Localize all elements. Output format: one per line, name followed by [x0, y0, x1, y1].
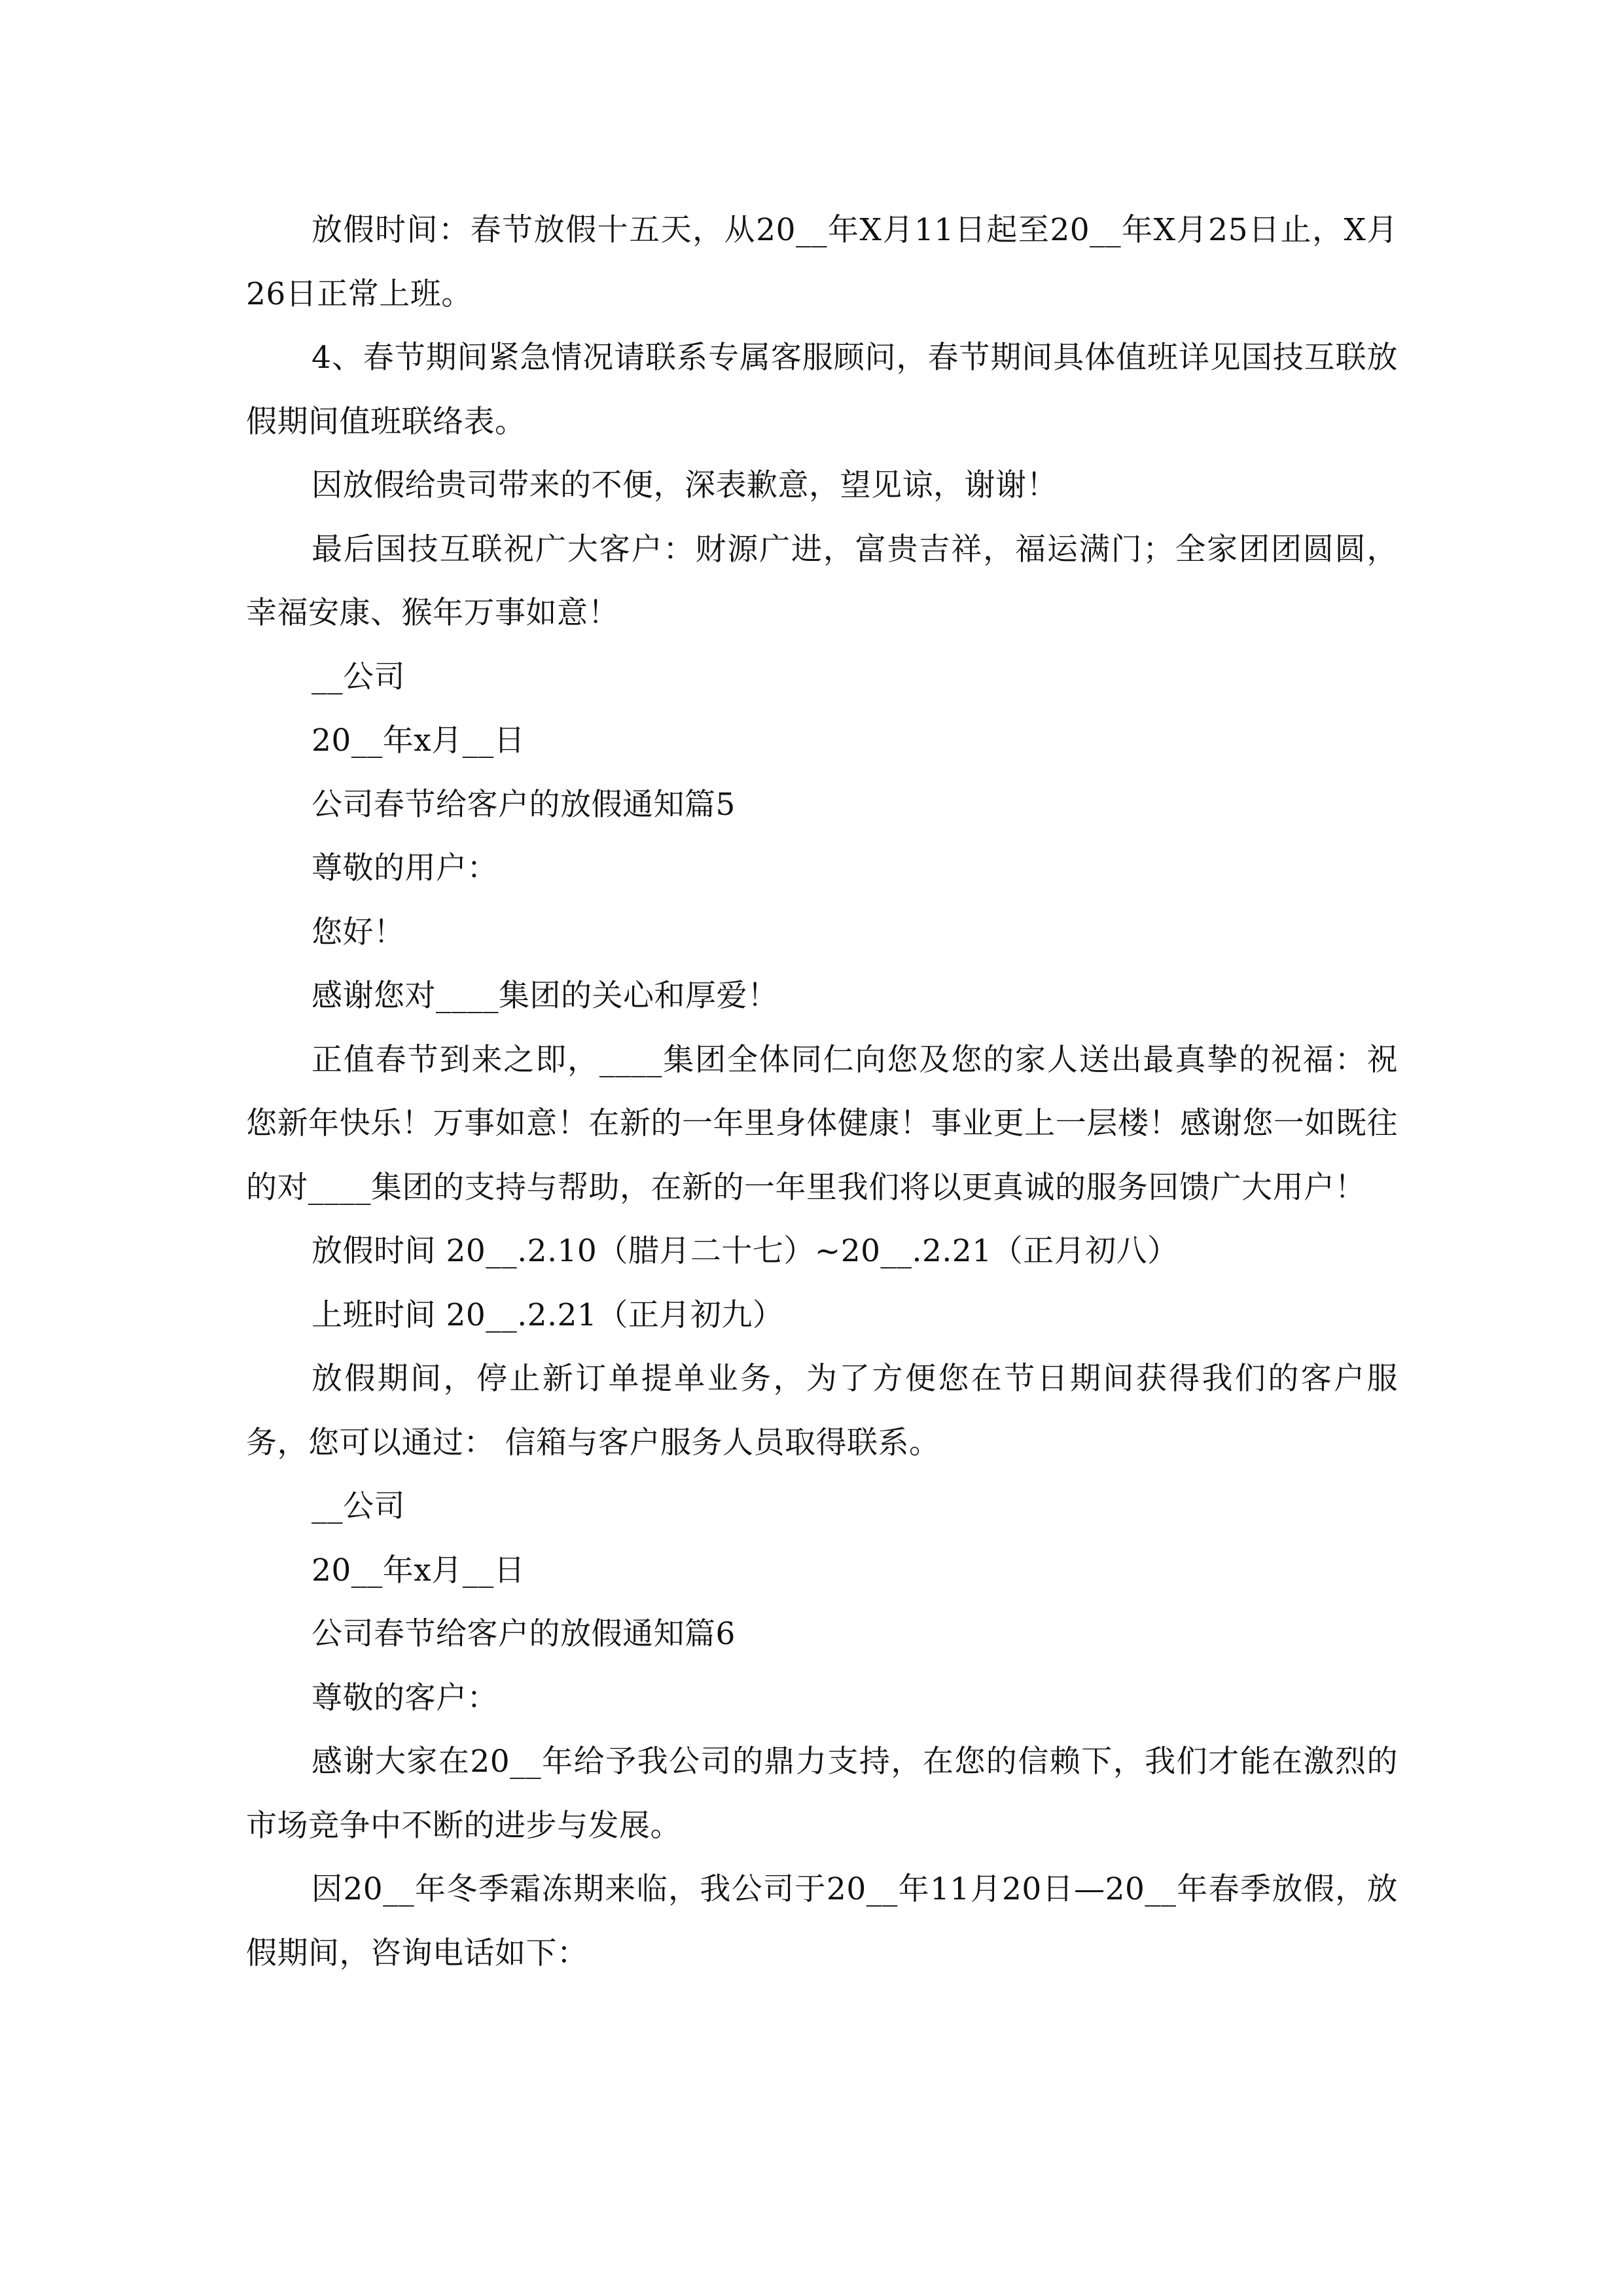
paragraph-apology: 因放假给贵司带来的不便，深表歉意，望见谅，谢谢！	[312, 467, 1058, 503]
signature-company: __公司	[312, 658, 405, 695]
salutation-user: 尊敬的用户：	[312, 850, 498, 886]
paragraph-emergency-contact: 4、春节期间紧急情况请联系专属客服顾问，春节期间具体值班详见国技互联放假期间值班联络表。	[246, 340, 1398, 440]
section-title-5: 公司春节给客户的放假通知篇5	[312, 786, 736, 823]
salutation-customer: 尊敬的客户：	[312, 1679, 498, 1716]
paragraph-frost-holiday: 因20__年冬季霜冻期来临，我公司于20__年11月20日—20__年春季放假，放假期间，咨询电话如下：	[246, 1871, 1398, 1971]
document-body	[246, 198, 1398, 1985]
paragraph-service-notice: 放假期间，停止新订单提单业务，为了方便您在节日期间获得我们的客户服务，您可以通过： 信箱与客户服务人员取得联系。	[246, 1361, 1398, 1461]
section-title-6: 公司春节给客户的放假通知篇6	[312, 1616, 736, 1652]
paragraph-work-resume: 上班时间 20__.2.21（正月初九）	[312, 1297, 784, 1333]
paragraph-new-year-wishes: 正值春节到来之即，____集团全体同仁向您及您的家人送出最真挚的祝福：祝您新年快乐！万事如意！在新的一年里身体健康！事业更上一层楼！感谢您一如既往的对____集团的支持与帮助，在新的一年里我们将以更真诚的服务回馈广大用户！	[246, 1041, 1398, 1206]
paragraph-thanks: 感谢您对____集团的关心和厚爱！	[312, 978, 779, 1014]
paragraph-gratitude: 感谢大家在20__年给予我公司的鼎力支持，在您的信赖下，我们才能在激烈的市场竞争中不断的进步与发展。	[246, 1744, 1398, 1844]
signature-date: 20__年x月__日	[312, 723, 526, 759]
paragraph-blessing: 最后国技互联祝广大客户：财源广进，富贵吉祥，福运满门；全家团团圆圆，幸福安康、猴年万事如意！	[246, 531, 1398, 631]
signature-date-2: 20__年x月__日	[312, 1552, 526, 1588]
paragraph-holiday-period: 放假时间 20__.2.10（腊月二十七）~20__.2.21（正月初八）	[312, 1233, 1179, 1269]
paragraph-holiday-time: 放假时间：春节放假十五天，从20__年X月11日起至20__年X月25日止，X月26日正常上班。	[246, 212, 1398, 312]
greeting: 您好！	[312, 914, 405, 950]
signature-company-2: __公司	[312, 1488, 405, 1524]
